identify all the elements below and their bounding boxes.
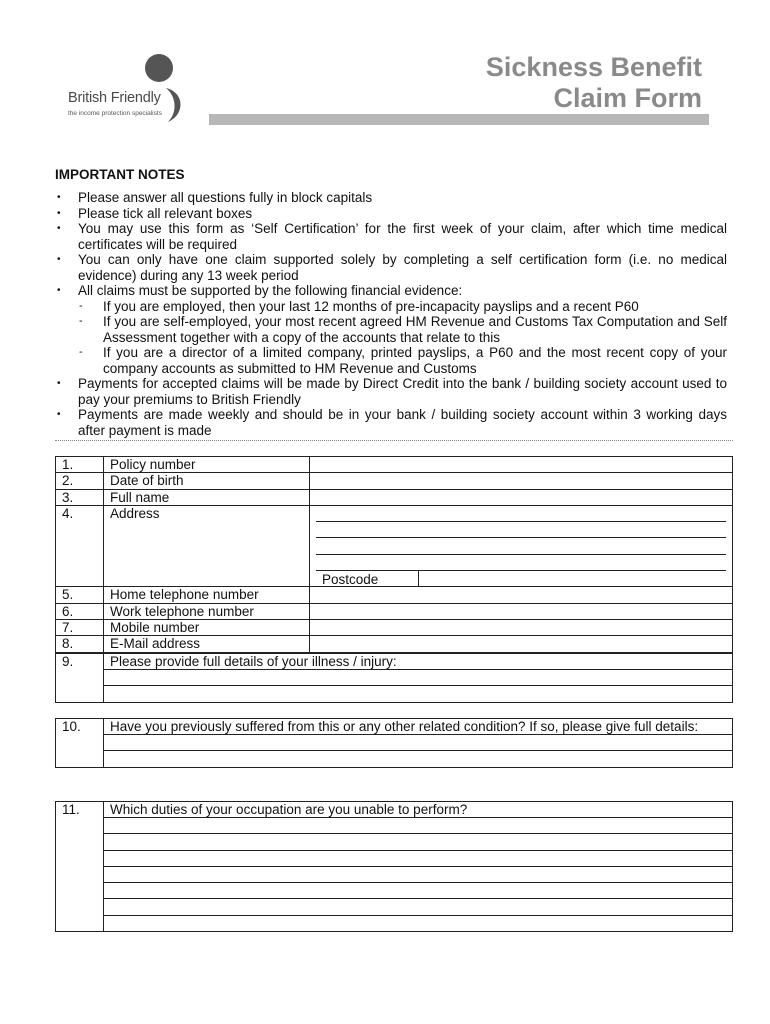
dash-icon: - <box>79 299 83 312</box>
policy-number-field[interactable] <box>310 457 733 473</box>
note-text: Please tick all relevant boxes <box>78 205 253 221</box>
logo-tagline: the income protection specialists <box>68 110 162 117</box>
postcode-field[interactable] <box>419 571 726 586</box>
work-telephone-field[interactable] <box>310 603 733 619</box>
mobile-number-field[interactable] <box>310 619 733 635</box>
answer-line[interactable] <box>104 818 732 834</box>
table-row <box>56 505 733 586</box>
address-field[interactable] <box>310 505 733 586</box>
email-address-field[interactable] <box>310 636 733 652</box>
note-item <box>55 206 727 222</box>
note-sub-text: If you are a director of a limited company, printed payslips, a P60 and the most recent copy of your company accounts as submitted to HM Revenue and Customs <box>103 345 727 376</box>
notes-divider <box>55 440 733 441</box>
answer-line[interactable] <box>104 899 732 915</box>
question-11-table <box>55 801 733 932</box>
british-friendly-logo <box>66 54 196 134</box>
bullet-icon: • <box>57 378 61 389</box>
title-underline-bar <box>209 114 709 125</box>
note-item <box>55 376 727 407</box>
answer-line[interactable] <box>104 751 732 766</box>
note-text: You may use this form as ‘Self Certification’ for the first week of your claim, after which time medical certificates will be required <box>78 221 727 252</box>
note-sub-item <box>55 314 727 345</box>
note-sub-item <box>55 345 727 376</box>
full-name-field[interactable] <box>310 489 733 505</box>
row-number: 8. <box>56 636 104 652</box>
question-text: Which duties of your occupation are you unable to perform? <box>104 802 732 818</box>
row-label: E-Mail address <box>104 636 310 652</box>
question-text: Have you previously suffered from this or any other related condition? If so, please give full details: <box>104 719 732 735</box>
note-text: All claims must be supported by the following financial evidence: <box>78 283 463 298</box>
bullet-icon: • <box>57 285 61 296</box>
row-label: Date of birth <box>104 473 310 489</box>
row-number: 4. <box>56 505 104 586</box>
question-number: 9. <box>56 654 104 703</box>
row-number: 3. <box>56 489 104 505</box>
note-sub-text: If you are employed, then your last 12 months of pre-incapacity payslips and a recent P60 <box>103 298 639 314</box>
row-number: 2. <box>56 473 104 489</box>
answer-line[interactable] <box>104 867 732 883</box>
table-row <box>56 587 733 603</box>
note-sub-item <box>55 299 727 315</box>
question-number: 11. <box>56 802 104 932</box>
row-label: Home telephone number <box>104 587 310 603</box>
question-11-block <box>104 802 733 932</box>
question-10-table <box>55 718 733 768</box>
bullet-icon: • <box>57 207 61 219</box>
answer-line[interactable] <box>104 735 732 751</box>
row-label: Mobile number <box>104 619 310 635</box>
note-item <box>55 221 727 252</box>
row-label: Work telephone number <box>104 603 310 619</box>
table-row <box>56 457 733 473</box>
table-row <box>56 719 733 768</box>
logo-name: British Friendly <box>68 90 161 106</box>
answer-line[interactable] <box>104 883 732 899</box>
answer-line[interactable] <box>104 686 732 701</box>
note-sub-text: If you are self-employed, your most recent agreed HM Revenue and Customs Tax Computation and Self Assessment together with a copy of the accounts that relate to this <box>103 314 727 345</box>
dash-icon: - <box>79 315 83 327</box>
answer-line[interactable] <box>104 851 732 867</box>
dash-icon: - <box>79 346 83 358</box>
question-text: Please provide full details of your illness / injury: <box>104 654 732 670</box>
table-row <box>56 636 733 652</box>
row-label: Full name <box>104 489 310 505</box>
note-text: Payments are made weekly and should be in your bank / building society account within 3 working days after payment is made <box>78 407 727 438</box>
note-item <box>55 407 727 438</box>
note-item <box>55 252 727 283</box>
table-row <box>56 654 733 703</box>
row-number: 7. <box>56 619 104 635</box>
home-telephone-field[interactable] <box>310 587 733 603</box>
row-number: 5. <box>56 587 104 603</box>
table-row <box>56 802 733 932</box>
note-text: You can only have one claim supported solely by completing a self certification form (i.e. no medical evidence) during any 13 week period <box>78 252 727 283</box>
answer-line[interactable] <box>104 916 732 931</box>
table-row <box>56 603 733 619</box>
date-of-birth-field[interactable] <box>310 473 733 489</box>
note-text: Please answer all questions fully in block capitals <box>78 190 373 205</box>
row-number: 6. <box>56 603 104 619</box>
bullet-icon: • <box>57 192 61 203</box>
answer-line[interactable] <box>104 670 732 686</box>
form-title <box>486 52 702 114</box>
postcode-label: Postcode <box>316 571 419 586</box>
logo-circle-icon <box>145 54 173 82</box>
row-label: Address <box>104 505 310 586</box>
row-label: Policy number <box>104 457 310 473</box>
address-line-3[interactable] <box>316 538 726 554</box>
table-row <box>56 619 733 635</box>
important-notes-heading: IMPORTANT NOTES <box>55 167 185 182</box>
answer-line[interactable] <box>104 834 732 850</box>
address-line-4[interactable] <box>316 555 726 571</box>
important-notes-list <box>55 190 727 438</box>
table-row <box>56 489 733 505</box>
bullet-icon: • <box>57 409 61 420</box>
note-item <box>55 190 727 206</box>
question-9-block <box>104 654 733 703</box>
note-text: Payments for accepted claims will be made by Direct Credit into the bank / building society account used to pay your premiums to British Friendly <box>78 376 727 407</box>
bullet-icon: • <box>57 223 61 234</box>
bullet-icon: • <box>57 254 61 265</box>
table-row <box>56 473 733 489</box>
postcode-row <box>316 571 726 586</box>
note-item <box>55 283 727 299</box>
question-number: 10. <box>56 719 104 768</box>
form-title-line-1: Sickness Benefit <box>485 52 702 82</box>
address-line-1[interactable] <box>316 506 726 522</box>
form-title-line-2: Claim Form <box>553 83 702 113</box>
question-10-block <box>104 719 733 768</box>
personal-details-table <box>55 456 733 653</box>
address-line-2[interactable] <box>316 522 726 538</box>
row-number: 1. <box>56 457 104 473</box>
question-9-table <box>55 653 733 703</box>
